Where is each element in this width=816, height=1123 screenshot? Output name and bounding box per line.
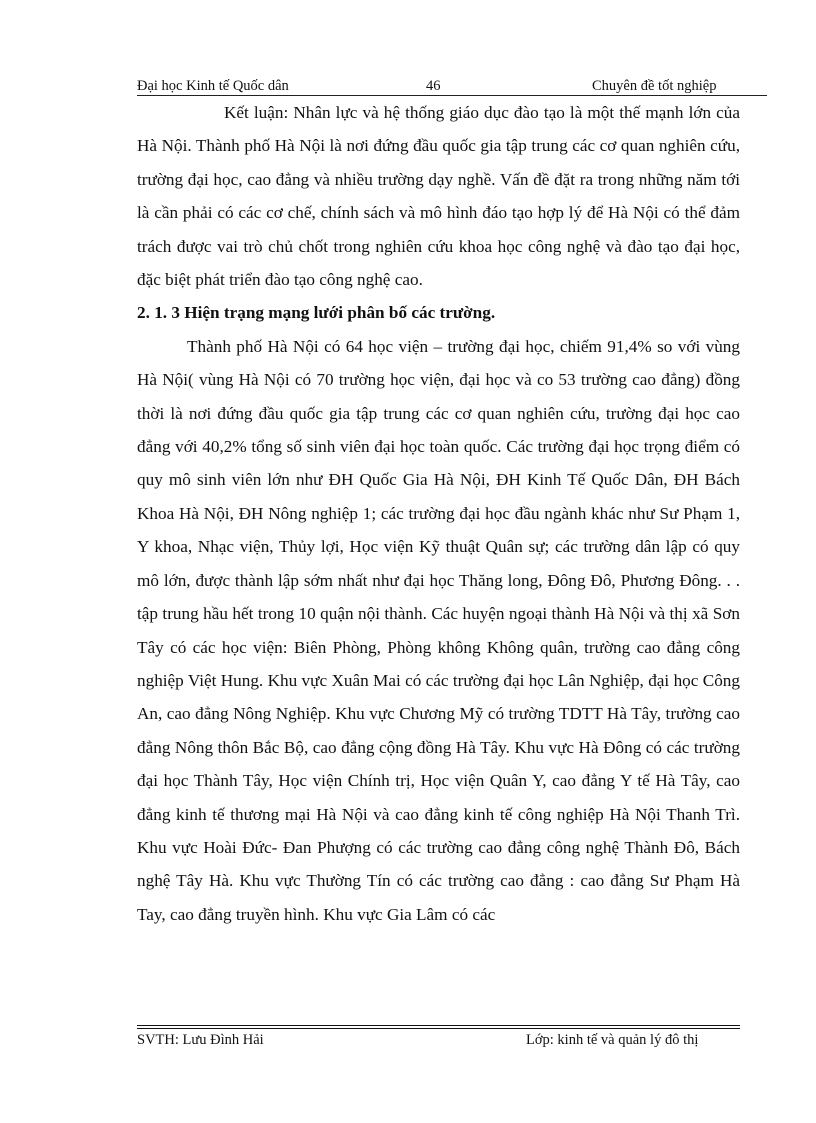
header-university: Đại học Kinh tế Quốc dân [137,78,289,94]
footer-divider [137,1025,740,1026]
header-page-number: 46 [426,78,441,94]
section-heading: 2. 1. 3 Hiện trạng mạng lưới phân bố các trường. [137,303,496,323]
footer-divider-secondary [137,1028,740,1029]
body-paragraph: Thành phố Hà Nội có 64 học viện – trường đại học, chiếm 91,4% so với vùng Hà Nội( vùng Hà Nội có 70 trường học viện, đại học và co 53 trường cao đẳng) đồng thời là nơi đứng đầu quốc gia tập trung các cơ quan nghiên cứu, trường đại học cao đẳng với 40,2% tổng số sinh viên đại học toàn quốc. Các trường đại học trọng điểm có quy mô sinh viên lớn như ĐH Quốc Gia Hà Nội, ĐH Kinh Tế Quốc Dân, ĐH Bách Khoa Hà Nội, ĐH Nông nghiệp 1; các trường đại học đầu ngành khác như Sư Phạm 1, Y khoa, Nhạc viện, Thủy lợi, Học viện Kỹ thuật Quân sự; các trường dân lập có quy mô lớn, được thành lập sớm nhất như đại học Thăng long, Đông Đô, Phương Đông. . . tập trung hầu hết trong 10 quận nội thành. Các huyện ngoại thành Hà Nội và thị xã Sơn Tây có các học viện: Biên Phòng, Phòng không Không quân, trường cao đẳng công nghiệp Việt Hung. Khu vực Xuân Mai có các trường đại học Lân Nghiệp, đại học Công An, cao đẳng Nông Nghiệp. Khu vực Chương Mỹ có trường TDTT Hà Tây, trường cao đẳng Nông thôn Bắc Bộ, cao đẳng cộng đồng Hà Tây. Khu vực Hà Đông có các trường đại học Thành Tây, Học viện Chính trị, Học viện Quân Y, cao đẳng Y tế Hà Tây, cao đẳng kinh tế thương mại Hà Nội và cao đẳng kinh tế công nghiệp Hà Nội Thanh Trì. Khu vực Hoài Đức- Đan Phượng có các trường cao đẳng công nghệ Thành Đô, Bách nghệ Tây Hà. Khu vực Thường Tín có các trường cao đẳng : cao đẳng Sư Phạm Hà Tay, cao đẳng truyền hình. Khu vực Gia Lâm có các [137,336,740,924]
page-footer [137,1031,740,1049]
conclusion-paragraph: Kết luận: Nhân lực và hệ thống giáo dục đào tạo là một thế mạnh lớn của Hà Nội. Thành phố Hà Nội là nơi đứng đầu quốc gia tập trung các cơ quan nghiên cứu, trường đại học, cao đẳng và nhiều trường dạy nghề. Vấn đề đặt ra trong những năm tới là cần phải có các cơ chế, chính sách và mô hình đáo tạo hợp lý để Hà Nội có thể đảm trách được vai trò chủ chốt trong nghiên cứu khoa học công nghệ và đào tạo đại học, đặc biệt phát triển đào tạo công nghệ cao. [137,103,740,290]
header-document-type: Chuyên đề tốt nghiệp [592,78,717,94]
document-body [137,96,740,931]
footer-student: SVTH: Lưu Đình Hải [137,1032,264,1048]
page-header [137,77,767,96]
footer-class: Lớp: kinh tế và quản lý đô thị [526,1032,699,1048]
